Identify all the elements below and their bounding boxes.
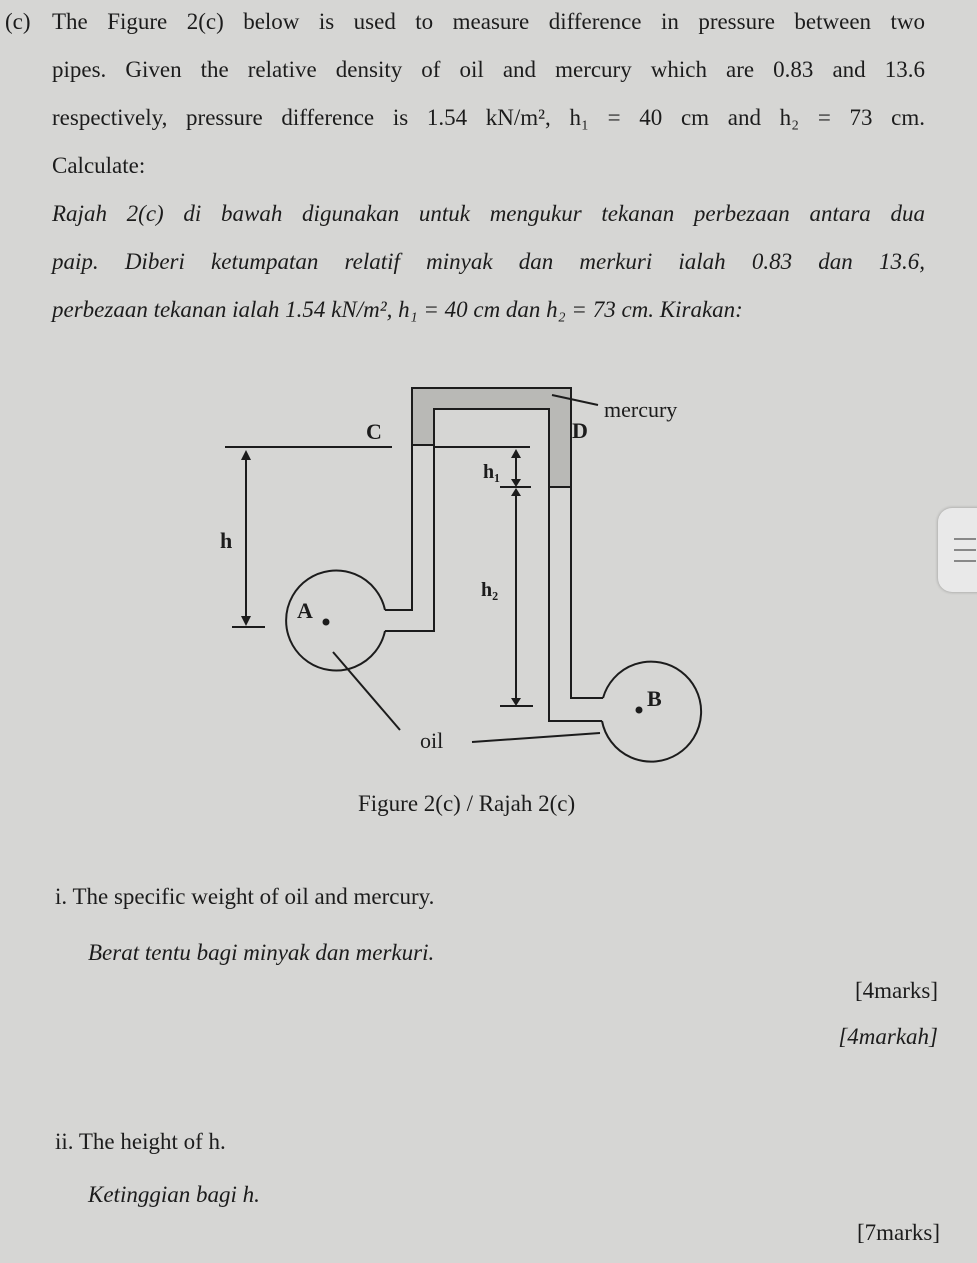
malay-text-line: Rajah 2(c) di bawah digunakan untuk mengukur tekanan perbezaan antara dua (52, 201, 925, 226)
side-panel-handle[interactable] (938, 508, 977, 592)
question-text-line: pipes. Given the relative density of oil and mercury which are 0.83 and 13.6 (52, 57, 925, 82)
h1-label: h₁ (483, 461, 501, 483)
d-label: D (572, 418, 588, 443)
left-tube-inner (385, 445, 434, 631)
figure-caption: Figure 2(c) / Rajah 2(c) (358, 791, 576, 816)
oil-label: oil (420, 728, 444, 753)
part-ii-text: ii. The height of h. (55, 1129, 226, 1154)
oil-pointer-a (333, 652, 400, 730)
part-i-marks: [4marks] (854, 978, 938, 1003)
handle-line-icon (954, 549, 976, 551)
malay-text-line: paip. Diberi ketumpatan relatif minyak dan merkuri ialah 0.83 dan 13.6, (52, 249, 925, 274)
pipe-b (602, 662, 701, 762)
h2-label: h₂ (481, 579, 499, 601)
a-label: A (297, 598, 313, 623)
malay-text-line: perbezaan tekanan ialah 1.54 kN/m², h₁ = 40 cm dan h₂ = 73 cm. Kirakan: (52, 297, 743, 322)
point-a-dot (323, 619, 330, 626)
mercury-label: mercury (604, 397, 678, 422)
question-label: (c) (5, 9, 31, 34)
manometer-diagram (200, 380, 720, 780)
handle-line-icon (954, 560, 976, 562)
right-tube-outer (571, 487, 603, 698)
handle-line-icon (954, 538, 976, 540)
part-ii-malay: Ketinggian bagi h. (88, 1182, 260, 1207)
question-text-line: respectively, pressure difference is 1.54 kN/m², h₁ = 40 cm and h₂ = 73 cm. (52, 105, 925, 130)
part-ii-marks: [7marks] (856, 1220, 940, 1245)
question-text-line: Calculate: (52, 153, 146, 178)
b-label: B (647, 686, 662, 711)
h-label: h (220, 528, 233, 553)
right-tube-inner (549, 487, 602, 721)
c-label: C (366, 419, 382, 444)
oil-pointer-b (472, 733, 600, 742)
question-text-line: The Figure 2(c) below is used to measure difference in pressure between two (52, 9, 925, 34)
part-i-text: i. The specific weight of oil and mercury. (55, 884, 435, 909)
part-i-markah: [4markah] (838, 1024, 938, 1049)
part-i-malay: Berat tentu bagi minyak dan merkuri. (88, 940, 435, 965)
left-tube-outer (385, 445, 412, 610)
point-b-dot (636, 707, 643, 714)
